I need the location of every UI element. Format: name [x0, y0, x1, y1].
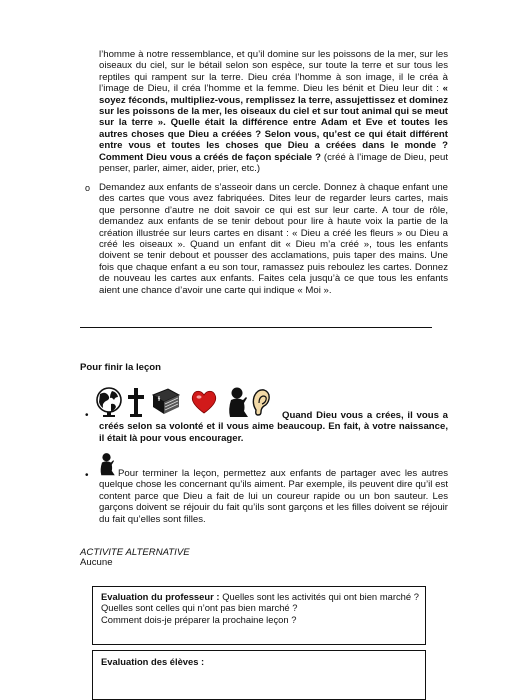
para-tail: (créé à l’image de Dieu, peut penser, parler, aimer, aider, prier, etc.) [99, 151, 449, 175]
circle-game-paragraph: Demandez aux enfants de s’asseoir dans un cercle. Donnez à chaque enfant une des cartes que vous avez fabriquées. Dites leur de regarder leurs cartes, mais que personne d’autre ne doit savoir ce qui est sur leur carte. A tour de rôle, demandez aux enfants de se tenir debout pour lire à haute voix la partie de la création illustrée sur leurs cartes en disant : « Dieu a créé les fleurs » ou Dieu a créé les oiseaux ». Quand un enfant dit « Dieu m’a créé », tous les enfants doivent se tenir debout et pousser des acclamations, puis taper des mains. Une fois que chaque enfant a eu son tour, ramassez puis reboulez les cartes. Donnez de nouveau les cartes aux enfants. Faites cela jusqu’à ce que tous les enfants aient une chance d’avoir une carte qui indique « Moi ». [99, 182, 448, 296]
para-line: l’image de Dieu, il créa l’homme et la femme. Dieu les bénit et Dieu leur dit : [99, 83, 443, 95]
item1-bold: Quand Dieu vous a crées, il vous a créés selon sa volonté et il vous aime beaucoup. En fait, à votre naissance, il était là pour vous encourager. [99, 410, 448, 444]
horizontal-divider [80, 327, 432, 328]
share-paragraph: Pour terminer la leçon, permettez aux enfants de partager avec les autres quelque chose les concernant qu’ils aiment. Par exemple, ils peuvent dire qu’il est content parce que Dieu a fait de lui un coureur rapide ou un bon sauteur. Les garçons doivent se réjouir du fait qu’ils sont garçons et les filles doivent se réjouir du fait qu’elles sont filles. [99, 468, 448, 525]
para-line: l’homme à notre ressemblance, et qu’il domine sur les poissons de la mer, sur [99, 49, 436, 60]
circle-bullet: o [85, 183, 91, 193]
student-evaluation-label [101, 656, 204, 667]
bullet-dot: • [85, 470, 89, 481]
bold-questions: « soyez féconds, multipliez-vous, remplissez la terre, assujettissez et dominez sur les poissons de la mer, les oiseaux du ciel et sur tout animal qui se meut sur la terre ». Quelle était la différence entre Adam et Eve et toutes les autres choses que Dieu a créées ? Selon vous, qu’est ce qui était différent entre vous et toutes les choses que Dieu a créées dans le monde ? Comment Dieu vous a créés de façon spéciale ? [99, 83, 448, 163]
teacher-evaluation-line2: Comment dois-je préparer la prochaine leçon ? [101, 614, 297, 625]
alternative-value: Aucune [80, 557, 113, 568]
teacher-evaluation-text [101, 591, 419, 614]
para-line: les reptiles qui rampent sur la terre. Dieu créa l’homme à son image, il le créa à [99, 60, 448, 83]
student-eval-label: Evaluation des élèves : [101, 656, 205, 667]
god-loves-you-text [99, 410, 448, 444]
teacher-eval-label: Evaluation du professeur : [101, 591, 220, 602]
teacher-eval-question: Quelles sont les activités qui ont bien marché ? Quelles sont celles qui n’ont pas bien marché ? [101, 591, 420, 614]
closing-heading: Pour finir la leçon [80, 362, 162, 373]
bullet-dot: • [85, 410, 89, 421]
genesis-paragraph [99, 49, 448, 174]
alternative-title: ACTIVITE ALTERNATIVE [80, 547, 190, 558]
para-line: les oiseaux du ciel, sur le bétail selon son espèce, sur toute la terre et sur tous [99, 49, 448, 72]
